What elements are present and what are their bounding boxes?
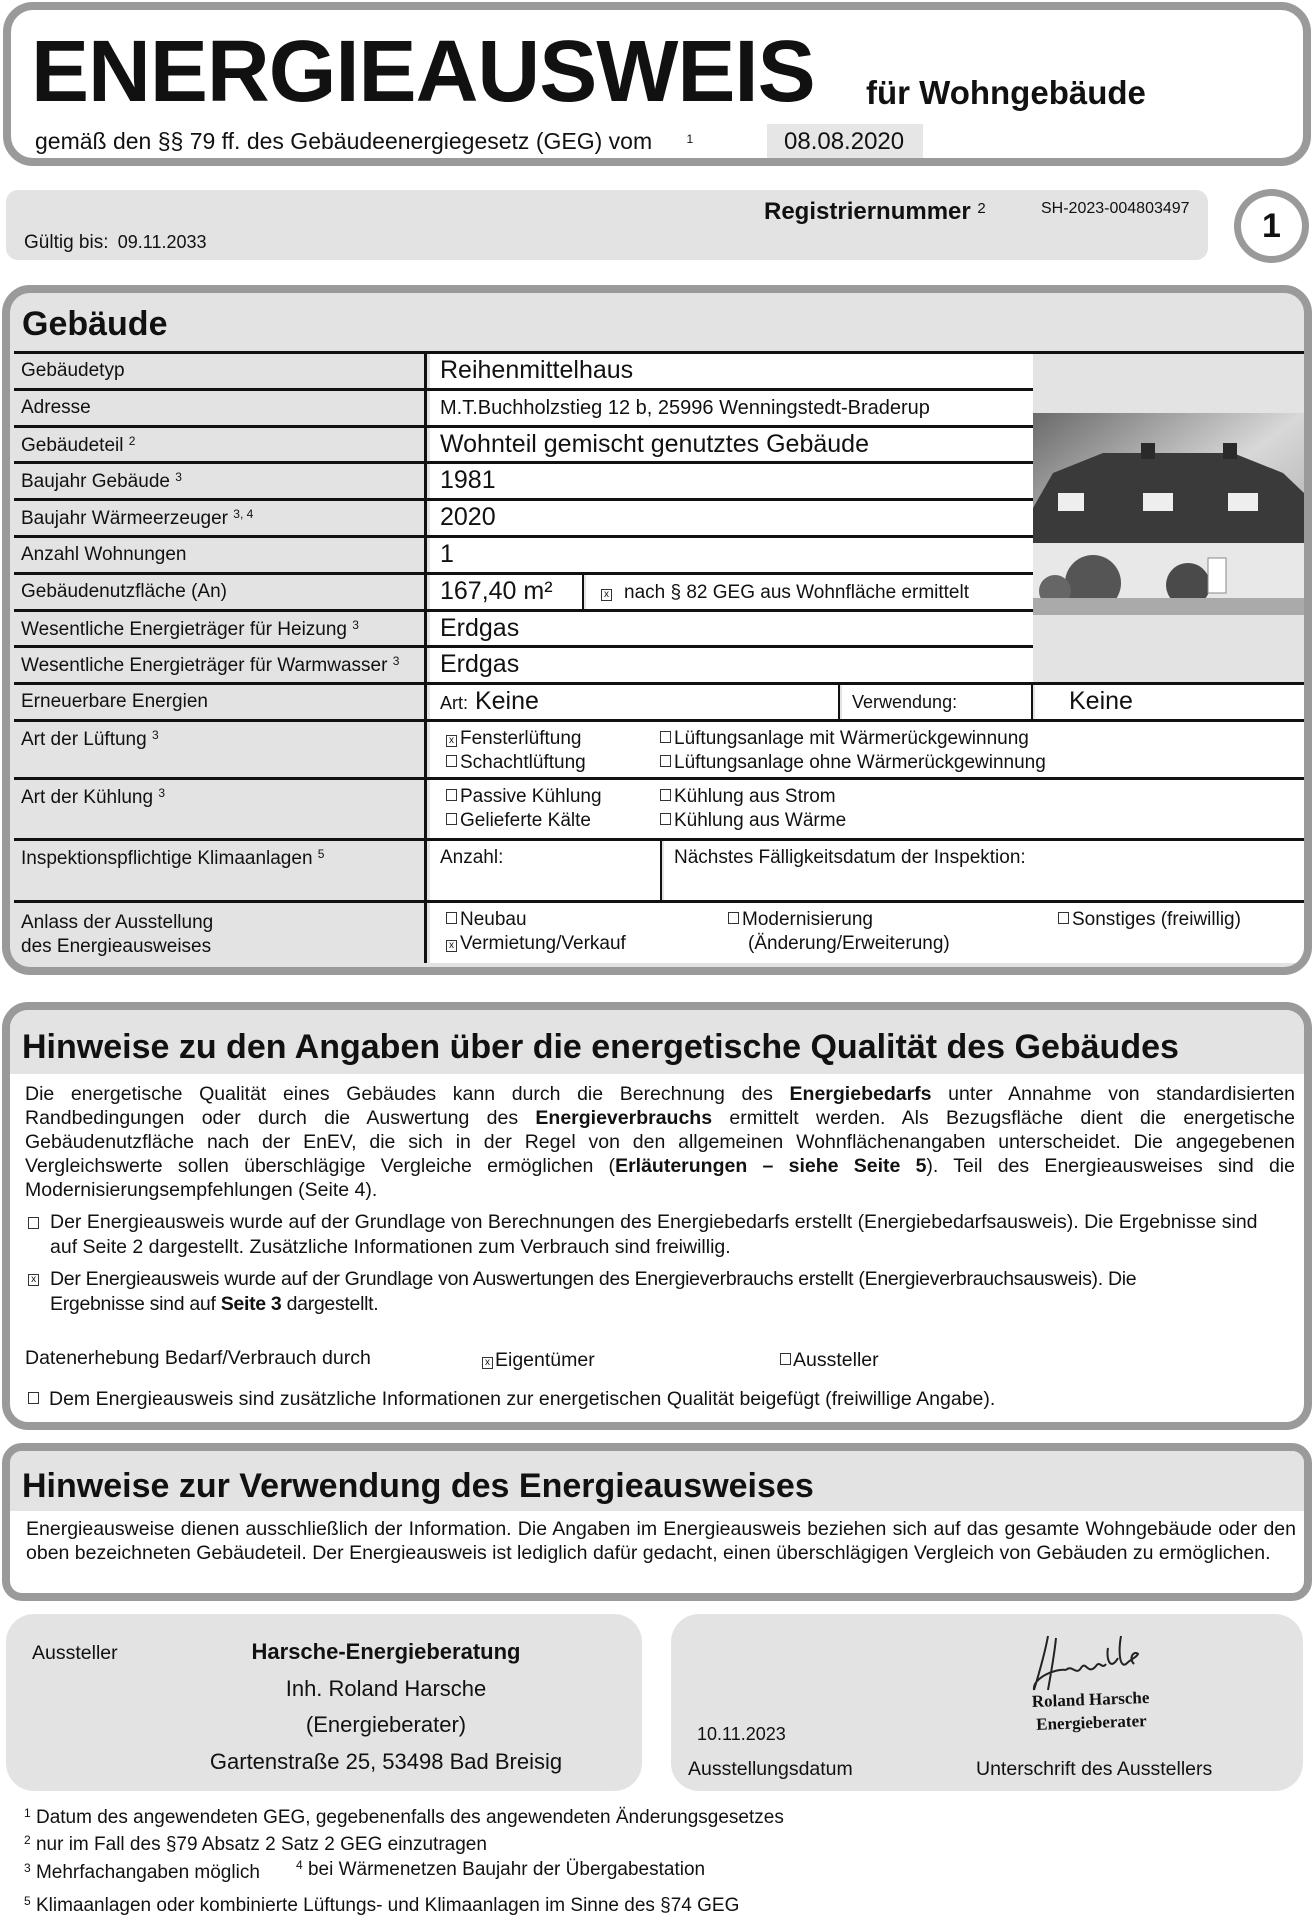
stamp-name: Roland Harsche <box>1031 1687 1150 1712</box>
row-value: 167,40 m² <box>430 575 584 612</box>
aircon-count: Anzahl: <box>430 841 662 900</box>
option-text: Der Energieausweis wurde auf der Grundlage von Berechnungen des Energiebedarfs erstellt (Energiebedarfsausweis). Die Ergebnisse sind auf Seite 2 dargestellt. Zusätzliche Informationen zum Verbrauch sind freiwillig. <box>50 1211 1258 1258</box>
text-bold: Erläuterungen – siehe Seite 5 <box>615 1155 927 1177</box>
signature-label: Unterschrift des Ausstellers <box>976 1758 1213 1780</box>
row-label-text: Baujahr Gebäude <box>21 471 170 493</box>
row-label <box>14 501 427 538</box>
footnote-number: 1 <box>24 1806 31 1820</box>
row-label-text: Anlass der Ausstellung <box>21 912 214 934</box>
footnote-number: 5 <box>24 1894 31 1908</box>
section-header <box>10 1451 1304 1511</box>
aircon-row <box>14 838 1304 900</box>
row-label <box>14 464 427 501</box>
valid-until <box>24 232 207 254</box>
option-text: Passive Kühlung <box>460 786 602 808</box>
valid-label: Gültig bis: <box>24 232 109 253</box>
row-label-text: Wesentliche Energieträger für Warmwasser <box>21 655 388 677</box>
section-title: Hinweise zu den Angaben über die energetische Qualität des Gebäudes <box>22 1028 1179 1066</box>
option-demand-certificate[interactable] <box>25 1210 1275 1260</box>
checkbox-unchecked[interactable] <box>446 813 457 825</box>
row-label-text: Gebäudenutzfläche (An) <box>21 580 227 602</box>
option-text: Sonstiges (freiwillig) <box>1072 909 1241 931</box>
row-label <box>14 612 427 649</box>
checkbox-unchecked[interactable] <box>780 1353 791 1365</box>
field-label: Art: <box>440 693 469 714</box>
checkbox-unchecked[interactable] <box>28 1392 39 1404</box>
issuer-role: (Energieberater) <box>305 1712 467 1737</box>
footnote <box>24 1861 260 1884</box>
checkbox-unchecked[interactable] <box>28 1217 39 1229</box>
footnote-text: Datum des angewendeten GEG, gegebenenfalls des angewendeten Änderungsgesetzes <box>35 1807 784 1828</box>
options-cell <box>430 722 1304 777</box>
options-cell <box>430 780 1304 838</box>
footnote-text: nur im Fall des §79 Absatz 2 Satz 2 GEG einzutragen <box>35 1834 487 1855</box>
table-row <box>14 609 1033 649</box>
option[interactable] <box>446 932 626 956</box>
row-value: Erdgas <box>430 612 1033 649</box>
footnote-ref: 3 <box>352 617 359 632</box>
option-text: Aussteller <box>793 1349 879 1371</box>
option-text: (Änderung/Erweiterung) <box>748 933 950 955</box>
option-text: Vermietung/Verkauf <box>460 933 626 955</box>
row-label <box>14 648 427 685</box>
footnote-ref: 3, 4 <box>233 507 254 522</box>
checkbox-unchecked[interactable] <box>446 912 457 924</box>
aircon-next-inspection: Nächstes Fälligkeitsdatum der Inspektion: <box>664 841 1304 900</box>
option-text: Lüftungsanlage mit Wärmerückgewinnung <box>674 728 1029 750</box>
option-owner[interactable] <box>482 1349 595 1372</box>
table-row <box>14 425 1033 465</box>
footnote <box>24 1894 739 1917</box>
option-text: Fensterlüftung <box>460 728 582 750</box>
row-value: 1 <box>430 538 1033 575</box>
issuer-label: Aussteller <box>32 1642 118 1664</box>
row-value: Reihenmittelhaus <box>430 354 1033 391</box>
footnote-number: 2 <box>24 1833 31 1847</box>
option-text: nach § 82 GEG aus Wohnfläche ermittelt <box>624 581 969 603</box>
option[interactable] <box>446 752 586 774</box>
option-text: Schachtlüftung <box>460 752 586 774</box>
checkbox-checked[interactable]: x <box>28 1274 39 1286</box>
option[interactable] <box>446 728 581 750</box>
option[interactable] <box>660 810 846 832</box>
reason-row <box>14 900 1304 963</box>
option-text: Neubau <box>460 909 527 931</box>
row-label <box>14 903 427 963</box>
footnote-ref: 2 <box>128 433 136 448</box>
signature-stamp <box>990 1685 1191 1738</box>
row-option[interactable] <box>586 575 1033 612</box>
registration-number: SH-2023-004803497 <box>1041 200 1190 217</box>
option-text: Kühlung aus Strom <box>674 786 836 808</box>
row-value: 2020 <box>430 501 1033 538</box>
option-text: Modernisierung <box>742 909 873 931</box>
signature-box <box>671 1614 1303 1791</box>
row-label <box>14 575 427 612</box>
option-text: Kühlung aus Wärme <box>674 810 847 832</box>
option-consumption-certificate[interactable] <box>25 1267 1225 1317</box>
row-label-text: Art der Lüftung <box>21 729 147 751</box>
table-row <box>14 351 1033 391</box>
usage-notes-section <box>2 1443 1312 1601</box>
footnote-ref: 3 <box>158 786 165 801</box>
table-row <box>14 498 1033 538</box>
issuer-company: Harsche-Energieberatung <box>251 1639 521 1664</box>
checkbox-unchecked[interactable] <box>660 731 671 743</box>
table-row <box>14 572 1033 612</box>
option[interactable] <box>1058 908 1241 932</box>
footnote-text: bei Wärmenetzen Baujahr der Übergabestation <box>307 1859 706 1880</box>
field-value: Keine <box>474 687 539 716</box>
row-label-text: Inspektionspflichtige Klimaanlagen <box>21 848 313 870</box>
checkbox-unchecked[interactable] <box>660 789 671 801</box>
usage-notes-text: Energieausweise dienen ausschließlich der Information. Die Angaben im Energieausweis beziehen sich auf das gesamte Wohngebäude oder den oben bezeichneten Gebäudeteil. Der Energieausweis ist lediglich dafür gedacht, einen überschlägigen Vergleich von Gebäuden zu ermöglichen. <box>26 1518 1296 1564</box>
issuer-box <box>6 1614 642 1791</box>
section-title: Hinweise zur Verwendung des Energieausweises <box>22 1467 814 1505</box>
quality-notes-section <box>2 1002 1312 1430</box>
row-label-text: des Energieausweises <box>21 936 212 958</box>
option-text: Der Energieausweis wurde auf der Grundlage von Auswertungen des Energieverbrauchs erstellt (Energieverbrauchsausweis). Die Ergebnisse sind auf <box>50 1268 1137 1315</box>
row-label-text: Anzahl Wohnungen <box>21 544 187 565</box>
option[interactable] <box>660 728 1029 750</box>
row-value: M.T.Buchholzstieg 12 b, 25996 Wenningstedt-Braderup <box>430 391 1033 428</box>
footnote-ref: 1 <box>686 132 694 146</box>
checkbox-unchecked[interactable] <box>446 789 457 801</box>
row-label-text: Erneuerbare Energien <box>21 691 208 713</box>
header-box <box>3 2 1311 166</box>
ventilation-row <box>14 719 1304 777</box>
table-row <box>14 388 1033 428</box>
renewable-use-value: Keine <box>1035 685 1304 722</box>
option-issuer[interactable] <box>780 1349 879 1372</box>
checkbox-checked[interactable]: x <box>446 735 457 747</box>
text: ). Teil des Energieausweises sind die Modernisierungsempfehlungen (Seite 4). <box>25 1155 1295 1201</box>
checkbox-unchecked[interactable] <box>1058 912 1069 924</box>
row-label <box>14 391 427 428</box>
checkbox-unchecked[interactable] <box>660 813 671 825</box>
option-text: Lüftungsanlage ohne Wärmerückgewinnung <box>674 752 1046 774</box>
row-label <box>14 722 427 777</box>
issuer-owner: Inh. Roland Harsche <box>285 1675 487 1701</box>
row-label <box>14 538 427 575</box>
checkbox-checked[interactable]: x <box>601 589 612 601</box>
text: ermittelt werden. Als Bezugsfläche dient die energetische Gebäudenutzfläche nach der EnEV, die sich in der Regel von den allgemeinen Wohnflächenangaben unterscheidet. Die angegebenen Vergleichswerte sollen überschlägige Vergleiche ermöglichen ( <box>25 1107 1295 1177</box>
footnote-text: Klimaanlagen oder kombinierte Lüftungs- und Klimaanlagen im Sinne des §74 GEG <box>35 1895 740 1916</box>
footnote <box>24 1806 784 1829</box>
text-bold: Energiebedarfs <box>789 1083 932 1105</box>
row-label-text: Gebäudeteil <box>21 434 124 456</box>
stamp-role: Energieberater <box>1035 1711 1147 1734</box>
option-text: Gelieferte Kälte <box>460 810 591 832</box>
document-title: ENERGIEAUSWEIS <box>31 23 815 120</box>
footnote-ref: 3 <box>151 728 159 743</box>
footnote-text: Mehrfachangaben möglich <box>35 1862 260 1883</box>
data-collection-label: Datenerhebung Bedarf/Verbrauch durch <box>25 1347 371 1369</box>
issue-date-label: Ausstellungsdatum <box>688 1758 853 1780</box>
row-value: 1981 <box>430 464 1033 501</box>
registration-box <box>6 190 1208 260</box>
building-table <box>14 351 1304 971</box>
text-bold: Seite 3 <box>220 1293 282 1315</box>
row-label <box>14 428 427 465</box>
renewable-use-label: Verwendung: <box>842 685 1033 722</box>
row-label <box>14 841 427 900</box>
issuer-address: Gartenstraße 25, 53498 Bad Breisig <box>209 1748 563 1774</box>
table-row <box>14 461 1033 501</box>
option[interactable] <box>660 786 836 808</box>
valid-date: 09.11.2033 <box>117 232 207 252</box>
option[interactable] <box>660 752 1046 774</box>
registration-label-text: Registriernummer <box>764 198 971 225</box>
geg-reference <box>35 128 693 155</box>
row-value: Wohnteil gemischt genutztes Gebäude <box>430 428 1033 465</box>
row-label-text: Art der Kühlung <box>21 787 154 809</box>
option[interactable] <box>446 908 527 932</box>
footnote-number: 3 <box>24 1861 31 1875</box>
footnote <box>24 1833 487 1856</box>
option-additional-info[interactable] <box>28 1388 995 1411</box>
table-row <box>14 535 1033 575</box>
options-cell <box>430 903 1304 963</box>
cooling-row <box>14 777 1304 838</box>
row-label-text: Adresse <box>21 396 91 418</box>
checkbox-unchecked[interactable] <box>728 912 739 924</box>
row-label-text: Gebäudetyp <box>21 360 125 381</box>
footnote <box>296 1858 705 1881</box>
option-text: Dem Energieausweis sind zusätzliche Informationen zur energetischen Qualität beigefügt (freiwillige Angabe). <box>49 1388 996 1410</box>
footnote-ref: 3 <box>392 654 400 669</box>
option[interactable] <box>446 786 602 808</box>
section-header <box>10 1010 1304 1074</box>
building-section <box>2 285 1312 975</box>
table-row <box>14 645 1033 685</box>
option[interactable] <box>728 908 950 956</box>
issue-date: 10.11.2023 <box>697 1724 786 1744</box>
checkbox-checked[interactable]: x <box>482 1357 493 1369</box>
renewable-energy-row <box>14 682 1304 722</box>
footnote-ref: 2 <box>977 200 986 217</box>
row-label <box>14 354 427 391</box>
checkbox-unchecked[interactable] <box>660 755 671 767</box>
footnote-ref: 5 <box>317 847 325 862</box>
section-title: Gebäude <box>22 305 168 343</box>
text: Die energetische Qualität eines Gebäudes kann durch die Berechnung des <box>25 1083 790 1105</box>
option-text: dargestellt. <box>281 1293 379 1315</box>
registration-label <box>764 198 986 226</box>
document-subtitle: für Wohngebäude <box>866 74 1146 111</box>
footnote-ref: 3 <box>175 470 182 485</box>
row-label <box>14 685 427 722</box>
checkbox-checked[interactable]: x <box>446 940 457 952</box>
row-label-text: Wesentliche Energieträger für Heizung <box>21 618 347 640</box>
page-number-badge: 1 <box>1234 189 1309 263</box>
option-text: Eigentümer <box>495 1349 595 1371</box>
building-photo <box>1033 413 1304 615</box>
quality-intro-text <box>25 1082 1295 1202</box>
option[interactable] <box>446 810 591 832</box>
row-label <box>14 780 427 838</box>
geg-text: gemäß den §§ 79 ff. des Gebäudeenergiegesetz (GEG) vom <box>35 128 653 154</box>
renewable-type <box>430 685 840 722</box>
row-label-text: Baujahr Wärmeerzeuger <box>21 508 228 530</box>
building-photo-cell <box>1033 351 1304 682</box>
issuer-details <box>156 1634 616 1780</box>
text: unter Annahme von standardisierten Randbedingungen oder durch die Auswertung des <box>25 1083 1295 1129</box>
text-bold: Energieverbrauchs <box>535 1107 713 1129</box>
row-value: Erdgas <box>430 648 1033 685</box>
geg-date: 08.08.2020 <box>767 124 923 158</box>
footnote-number: 4 <box>296 1858 303 1872</box>
checkbox-unchecked[interactable] <box>446 755 457 767</box>
